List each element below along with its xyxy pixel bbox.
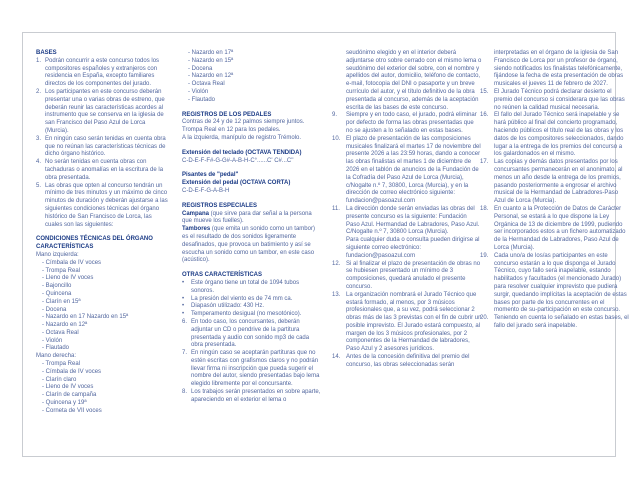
item-number: 20. bbox=[480, 315, 489, 322]
item-number: 7. bbox=[182, 350, 188, 357]
item-text: Teniendo en cuenta lo señalado en estas bases, el fallo del jurado será inapelable. bbox=[494, 315, 629, 329]
register-name: Tambores bbox=[182, 226, 211, 233]
list-item bbox=[480, 89, 631, 112]
stop-list-item: - Lleno de IV voces bbox=[42, 384, 94, 391]
stop-list-item: - Lleno de IV voces bbox=[42, 275, 94, 282]
section-heading: CONDICIONES TÉCNICAS DEL ÓRGANO bbox=[36, 236, 153, 243]
stop-list-item: - Octava Real bbox=[188, 81, 225, 88]
item-text: Antes de la concesión definitiva del premio del concurso, las obras seleccionadas serán bbox=[346, 354, 470, 368]
section-heading: CARACTERÍSTICAS bbox=[36, 244, 94, 251]
item-text: Las obras que opten al concurso tendrán un mínimo de tres minutos y un máximo de cinco minutos de duración y deberán ajustarse a las siguientes condiciones técnicas del órgano histórico de San Francisco de Lorca, las cuales son las siguientes: bbox=[45, 182, 168, 228]
item-text: Diapasón utilizado: 430 Hz. bbox=[191, 303, 265, 310]
stop-list-item: - Clarín de campaña bbox=[42, 392, 97, 399]
bullet-marker: • bbox=[182, 279, 185, 286]
list-item bbox=[332, 292, 482, 354]
section-heading: Extensión del teclado (OCTAVA TENDIDA) bbox=[182, 149, 302, 156]
stop-list-item: - Flautado bbox=[188, 96, 216, 103]
item-number: 11. bbox=[332, 205, 340, 212]
stop-list-item: - Nazardo en 12ª bbox=[188, 73, 234, 80]
stop-list-item: - Trompa Real bbox=[42, 267, 81, 274]
item-text: Las copias y demás datos presentados por los concursantes permanecerán en el anonimato, al menos un año desde la entrega de los premios, pasando posteriormente a engrosar el archivo musical de la Hermandad de Labradores-Paso Azul de Lorca (Murcia). bbox=[494, 159, 623, 205]
list-item bbox=[182, 389, 322, 405]
list-item bbox=[182, 319, 322, 350]
stop-list-item: - Nazardo en 15ª bbox=[188, 57, 234, 64]
stop-list-item: - Clarín en 15ª bbox=[42, 298, 81, 305]
item-text: Siempre y en todo caso, el jurado, podrá eliminar por defecto de forma las obras presentadas que no se ajusten a lo señalado en estas bases. bbox=[346, 112, 477, 134]
text-column-1 bbox=[36, 50, 169, 416]
list-item bbox=[36, 136, 169, 159]
item-text: En ningún caso se aceptarán partituras que no estén escritas con grafismos claros y no podrán llevar firma ni inscripción que pueda sugerir el nombre del autor, siendo presentadas bajo lema elegido libremente por el concursante. bbox=[191, 350, 320, 388]
list-item bbox=[36, 159, 169, 182]
stop-list-item: - Docena bbox=[42, 306, 67, 313]
stop-list-item: - Quincena bbox=[42, 290, 72, 297]
section-heading: Pisantes de "pedal" bbox=[182, 172, 239, 179]
document-page bbox=[22, 32, 629, 457]
item-text: Los participantes en este concurso deberán presentar una o varias obras de estreno, que deberán reunir las características acordes al instrumento que se conserva en la iglesia de san Francisco del Paso Azul de Lorca (Murcia). bbox=[45, 88, 165, 134]
paragraph: seudónimo elegido y en el interior deberá adjuntarse otro sobre cerrado con el mismo lema o seudónimo del exterior del sobre, con el nombre y apellidos del autor, domicilio, teléfono de contacto, e-mail, fotocopia del DNI o pasaporte y un breve currículo del autor, y el título definitivo de la obra presentada al concurso, además de la aceptación escrita de las bases de este concurso. bbox=[346, 50, 482, 111]
item-number: 14. bbox=[332, 354, 341, 361]
section-heading: Extensión del pedal (OCTAVA CORTA) bbox=[182, 180, 291, 187]
list-item bbox=[480, 315, 631, 331]
stop-list-item: - Violón bbox=[42, 337, 63, 344]
paragraph: Mano derecha: bbox=[36, 353, 77, 360]
list-item bbox=[182, 350, 322, 389]
item-number: 13. bbox=[332, 291, 341, 298]
item-number: 18. bbox=[480, 205, 489, 212]
list-item bbox=[332, 136, 482, 206]
list-item bbox=[480, 206, 631, 253]
item-number: 9. bbox=[332, 112, 338, 119]
stop-list-item: - Quincena y 19ª bbox=[42, 400, 87, 407]
item-number: 5. bbox=[36, 182, 42, 189]
item-number: 10. bbox=[332, 135, 341, 142]
text-column-2 bbox=[182, 50, 322, 405]
item-text: La dirección donde serán enviadas las obras del presente concurso es la siguiente: Fundación Paso Azul. Hermandad de Labradores, Paso Azul. C/Nogalte n.º 7, 30800 Lorca (Murcia). Para cualquier duda o consulta pueden dirigirse al siguiente correo electrónico: fundacion@pasoazul.com bbox=[346, 205, 480, 259]
paragraph: Tambores (que emita un sonido como un tambor) es el resultado de dos sonidos ligeramente desafinados, que provoca un batimiento y así se escucha un sonido como un tambor, en este caso (acústico). bbox=[182, 226, 315, 264]
text-column-3 bbox=[332, 50, 482, 370]
stop-list-item: - Clarín claro bbox=[42, 376, 77, 383]
list-item bbox=[332, 354, 482, 370]
stop-list-item: - Nazardo en 12ª bbox=[42, 322, 88, 329]
stop-list-item: - Violón bbox=[188, 88, 209, 95]
item-text: El plazo de presentación de las composiciones musicales finalizará el martes 17 de noviembre del presente 2026 a las 23:59 horas, dando a conocer las obras finalistas el martes 1 de diciembre de 2026 en el tablón de anuncios de la Fundación de la Cofradía del Paso Azul de Lorca (Murcia), c/Nogalte n.º 7, 30800, Lorca (Murcia), y en la dirección de correo electrónico siguiente: fundacion@pasoazul.com bbox=[346, 135, 481, 205]
list-item bbox=[480, 159, 631, 206]
paragraph: C-D-E-F-F#-G-G#-A-B-H-C°......C' C#...C'' bbox=[182, 157, 294, 164]
item-text: La organización nombrará el Jurado Técnico que estará formado, al menos, por 3 músicos profesionales que, a su vez, podrá seleccionar 2 obras más de las 3 previstas con el fin de cubrir un posible imprevisto. El Jurado estará compuesto, al margen de los 3 músicos profesionales, por 2 componentes de la Hermandad de labradores, Paso Azul y 2 asesores jurídicos. bbox=[346, 291, 482, 353]
item-text: El Jurado Técnico podrá declarar desierto el premio del concurso si considerara que las obras no reúnen la calidad musical necesaria. bbox=[494, 88, 625, 111]
paragraph: C-D-E-F-G-A-B-H bbox=[182, 187, 230, 194]
item-number: 4. bbox=[36, 159, 42, 166]
stop-list-item: - Nazardo en 17 Nazardo en 15ª bbox=[42, 314, 129, 321]
stop-list-item: - Címbala de IV voces bbox=[42, 259, 102, 266]
stop-list-item: - Corneta de VII voces bbox=[42, 407, 102, 414]
item-text: La presión del viento es de 74 mm ca. bbox=[191, 295, 293, 302]
paragraph: Trompa Real en 12 para los pedales. bbox=[182, 127, 281, 134]
paragraph: Mano izquierda: bbox=[36, 251, 79, 258]
list-item bbox=[182, 311, 322, 319]
item-text: No serán tenidas en cuenta obras con tachaduras o anomalías en la escritura de la obra presentada. bbox=[45, 159, 164, 181]
item-text: En todo caso, los concursantes, deberán adjuntar un CD o pendrive de la partitura presentada y audio con sonido mp3 de cada obra presentada. bbox=[191, 318, 310, 349]
bullet-marker: • bbox=[182, 311, 185, 318]
register-name: Campana bbox=[182, 210, 210, 217]
bullet-marker: • bbox=[182, 295, 185, 302]
list-item bbox=[332, 112, 482, 135]
stop-list-item: - Octava Real bbox=[42, 329, 79, 336]
stop-list-item: - Bajoncillo bbox=[42, 283, 72, 290]
item-number: 12. bbox=[332, 260, 341, 267]
item-number: 2. bbox=[36, 88, 42, 95]
stop-list-item: - Nazardo en 17ª bbox=[188, 50, 234, 56]
paragraph: interpretadas en el órgano de la iglesia de San Francisco de Lorca por un profesor de órgano, siendo notificados los finalistas telefónicamente, fijándose la fecha de esta presentación de obras musicales el jueves 11 de febrero de 2027. bbox=[494, 50, 624, 88]
item-text: El fallo del Jurado Técnico será inapelable y se hará público al final del concierto programado, haciendo públicos el título real de las obras y los datos de los compositores seleccionados, dando lugar a la entrega de los premios del concurso a los galardonados en el mismo. bbox=[494, 112, 624, 158]
item-number: 16. bbox=[480, 112, 489, 119]
paragraph: Contras de 24 y de 12 palmos siempre juntos. bbox=[182, 119, 305, 126]
list-item bbox=[36, 58, 169, 89]
item-number: 6. bbox=[182, 318, 188, 325]
section-heading: REGISTROS DE LOS PEDALES bbox=[182, 111, 272, 118]
paragraph: A la izquierda, manípulo de registro Trémolo. bbox=[182, 134, 302, 141]
list-item bbox=[480, 112, 631, 159]
list-item bbox=[36, 89, 169, 136]
item-number: 8. bbox=[182, 389, 188, 396]
item-text: Cada uno/a de los/as participantes en este concurso estarán a lo que disponga el Jurado Técnico, cuyo fallo será inapelable, estando habilitados y facultados (el mencionado Jurado) para resolver cualquier imprevisto que pudiera surgir, quedando implícitas la aceptación de estas bases por parte de los concurrentes en el momento de su-participación en este concurso. bbox=[494, 252, 627, 314]
list-item bbox=[332, 261, 482, 292]
section-heading: OTRAS CARACTERÍSTICAS bbox=[182, 272, 263, 279]
list-item bbox=[36, 183, 169, 230]
item-number: 19. bbox=[480, 252, 489, 259]
list-item bbox=[182, 296, 322, 304]
item-text: Podrán concurrir a este concurso todos los compositores españoles y extranjeros con residencia en España, excepto familiares directos de los componentes del jurado. bbox=[45, 57, 160, 88]
list-item bbox=[332, 206, 482, 261]
item-number: 17. bbox=[480, 159, 489, 166]
list-item bbox=[480, 253, 631, 315]
section-heading: BASES bbox=[36, 50, 57, 56]
list-item bbox=[182, 280, 322, 296]
stop-list-item: - Trompa Real bbox=[42, 361, 81, 368]
item-text: Temperamento desigual (no mesotónico). bbox=[191, 311, 302, 318]
section-heading: REGISTROS ESPECIALES bbox=[182, 202, 258, 209]
item-text: Los trabajos serán presentados en sobre aparte, apareciendo en el exterior el lema o bbox=[191, 389, 321, 403]
stop-list-item: - Docena bbox=[188, 65, 213, 72]
item-number: 1. bbox=[36, 57, 42, 64]
bullet-marker: • bbox=[182, 303, 185, 310]
text-column-4 bbox=[480, 50, 631, 331]
item-text: Este órgano tiene un total de 1094 tubos sonoros. bbox=[191, 279, 300, 294]
item-number: 15. bbox=[480, 88, 489, 95]
item-text: Si al finalizar el plazo de presentación de obras no se hubiesen presentado un mínimo de 3 composiciones, quedará anulado el presente concurso. bbox=[346, 260, 481, 290]
paragraph: Campana (que sirve para dar señal a la persona que mueve los fuelles). bbox=[182, 210, 312, 225]
stop-list-item: - Címbala de IV voces bbox=[42, 368, 102, 375]
stop-list-item: - Flautado bbox=[42, 345, 70, 352]
list-item bbox=[182, 303, 322, 311]
item-text: En cuanto a la Protección de Datos de Carácter Personal, se estará a lo que dispone la Ley Orgánica de 13 de diciembre de 1999, pudiendo ser incorporados estos a un fichero automatizado de la Hermandad de Labradores, Paso Azul de Lorca (Murcia). bbox=[494, 205, 626, 251]
item-number: 3. bbox=[36, 135, 42, 142]
item-text: En ningún caso serán tenidas en cuenta obra que no reúnan las características técnicas de dicho órgano histórico. bbox=[45, 135, 166, 158]
